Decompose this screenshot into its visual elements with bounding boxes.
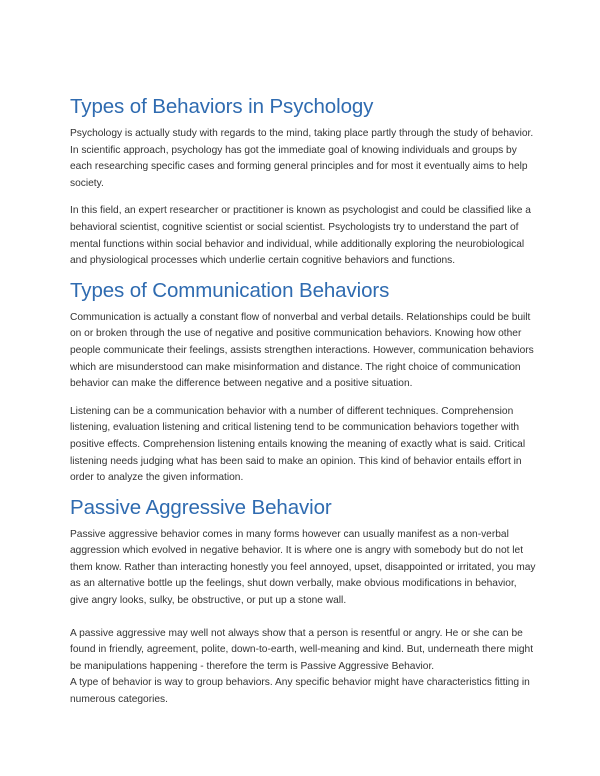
section-title-communication: Types of Communication Behaviors: [70, 278, 390, 302]
paragraph: Communication is actually a constant flow of nonverbal and verbal details. Relationships could be built on or broken through the use of negative and positive communication behaviors. Knowing how other people communicate their feelings, assists strengthen interactions. However, communication behaviors which are misunderstood can make misinformation and distance. The right choice of communication behavior can make the difference between negative and a positive situation.: [70, 311, 534, 390]
paragraph: A type of behavior is way to group behaviors. Any specific behavior might have characteristics fitting in numerous categories.: [70, 677, 530, 706]
section-title-passive-aggressive: Passive Aggressive Behavior: [70, 495, 332, 519]
paragraph: Passive aggressive behavior comes in many forms however can usually manifest as a non-verbal aggression which evolved in negative behavior. It is where one is angry with somebody but do not let them know. Rather than interacting honestly you feel annoyed, upset, disappointed or irritated, you may as an alternative bottle up the feelings, shut down verbally, make obvious modifications in behavior, give angry looks, sulky, be obstructive, or put up a stone wall.: [70, 528, 536, 607]
paragraph: In this field, an expert researcher or practitioner is known as psychologist and could be classified like a behavioral scientist, cognitive scientist or social scientist. Psychologists try to understand the part of mental functions within social behavior and individual, while additionally exploring the neurobiological and physiological processes which underlie certain cognitive behaviors and functions.: [70, 205, 531, 267]
section-title-psychology: Types of Behaviors in Psychology: [70, 95, 374, 118]
paragraph: A passive aggressive may well not always show that a person is resentful or angry. He or she can be found in friendly, agreement, polite, down-to-earth, well-meaning and kind. But, underneath there might be manipulations happening - therefore the term is Passive Aggressive Behavior.: [70, 627, 534, 672]
paragraph: Psychology is actually study with regards to the mind, taking place partly through the study of behavior. In scientific approach, psychology has got the immediate goal of knowing individuals and groups by each researching specific cases and forming general principles and for most it eventually aims to help society.: [70, 128, 534, 189]
paragraph: Listening can be a communication behavior with a number of different techniques. Comprehension listening, evaluation listening and critical listening tend to be communication behaviors together with positive effects. Comprehension listening entails knowing the meaning of exactly what is said. Critical listening needs judging what has been said to make an opinion. This kind of behavior entails effort in order to analyze the given information.: [70, 405, 526, 484]
